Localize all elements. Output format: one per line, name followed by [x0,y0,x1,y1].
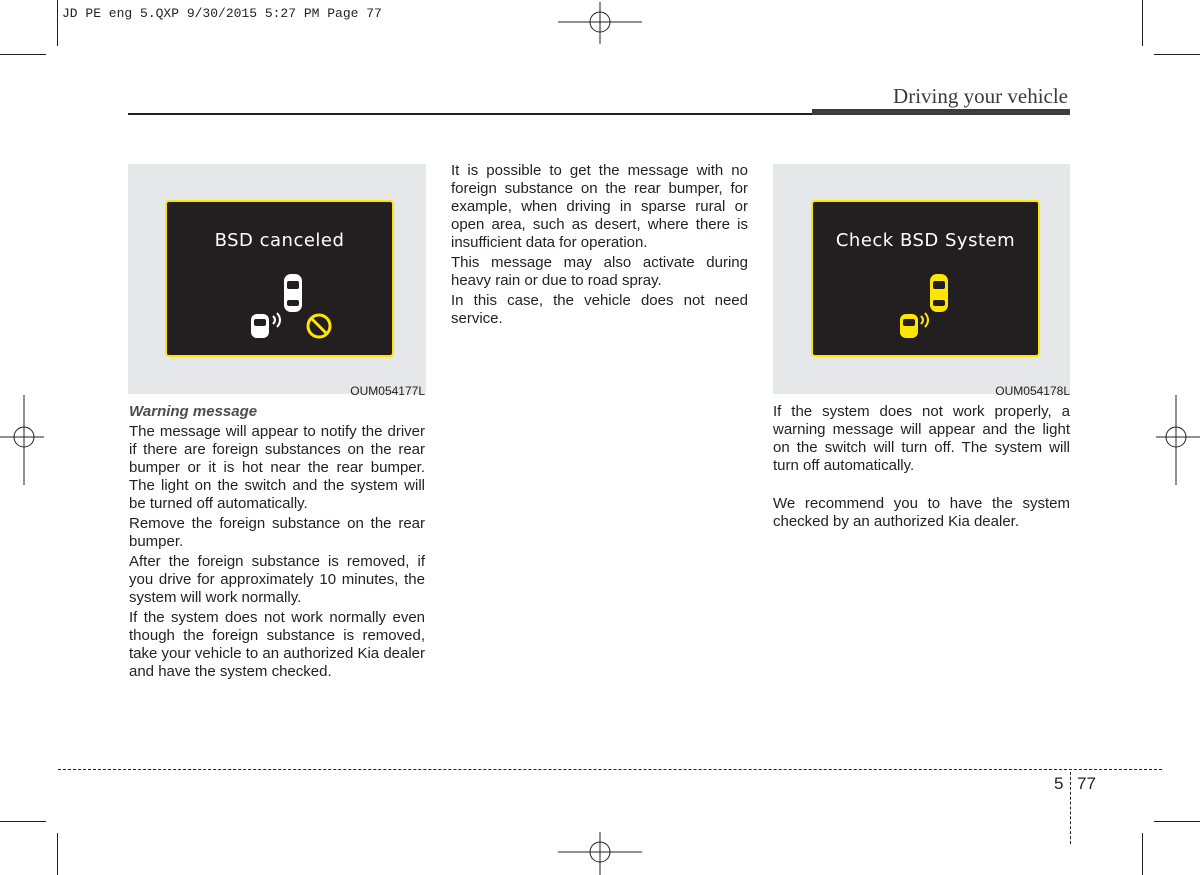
figure-code: OUM054177L [350,384,425,398]
paragraph: If the system does not work normally even though the foreign substance is removed, take your vehicle to an authorized Kia dealer and have the system checked. [129,609,426,680]
cluster-display [165,200,394,357]
paragraph: We recommend you to have the system checked by an authorized Kia dealer. [773,495,1070,530]
middle-column [451,162,748,330]
right-column [773,403,1070,533]
header-rule [128,113,812,115]
bsd-warning-icon [898,270,968,342]
footer-rule [58,769,1162,770]
paragraph: In this case, the vehicle does not need service. [451,292,748,327]
figure-code: OUM054178L [995,384,1070,398]
section-title: Driving your vehicle [893,84,1068,108]
footer-divider [1070,772,1071,844]
registration-mark-bottom [558,832,642,875]
bsd-canceled-icon [247,270,342,342]
paragraph: If the system does not work properly, a warning message will appear and the light on the switch will turn off. The system will turn off automatically. [773,403,1070,474]
paragraph: This message may also activate during heavy rain or due to road spray. [451,254,748,289]
page-number: 77 [1077,774,1096,793]
left-column [129,403,425,683]
header-rule-accent [812,109,1070,115]
registration-mark-left [0,395,44,485]
display-message: Check BSD System [835,230,1016,251]
registration-mark-top [558,2,642,44]
display-message: BSD canceled [214,230,345,251]
paragraph: After the foreign substance is removed, if you drive for approximately 10 minutes, the system will work normally. [129,553,425,606]
chapter-number: 5 [1054,774,1064,793]
figure-check-bsd-system [773,164,1070,394]
paragraph: Remove the foreign substance on the rear bumper. [129,515,425,550]
paragraph: The message will appear to notify the driver if there are foreign substances on the rear bumper or it is hot near the rear bumper. The light on the switch and the system will be turned off automatically. [129,423,425,512]
print-slug: JD PE eng 5.QXP 9/30/2015 5:27 PM Page 77 [62,6,382,21]
figure-bsd-canceled [128,164,426,394]
paragraph: It is possible to get the message with no foreign substance on the rear bumper, for example, when driving in sparse rural or open area, such as desert, where there is insufficient data for operation. [451,162,748,251]
registration-mark-right [1156,395,1200,485]
cluster-display [811,200,1040,357]
subheading-warning-message: Warning message [129,403,258,420]
